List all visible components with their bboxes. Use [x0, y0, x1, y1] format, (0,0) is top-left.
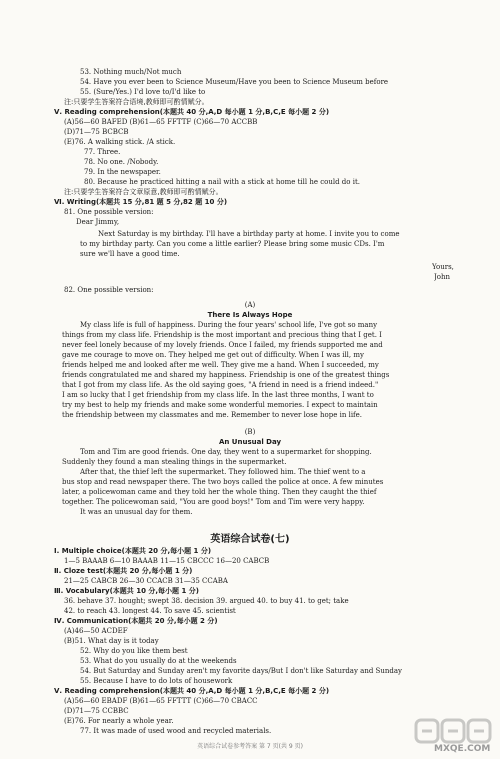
s7-answer-76: (E)76. For nearly a whole year.: [64, 717, 174, 725]
essay-b-title: An Unusual Day: [218, 438, 282, 446]
essayA-line: My class life is full of happiness. During the four years' school life, I've got so many: [80, 321, 378, 329]
letter-closing: Yours,: [432, 263, 454, 271]
essay-a-label: (A): [244, 301, 256, 309]
s7-section-i-answers: 1—5 BAAAB 6—10 BAAAB 11—15 CBCCC 16—20 CABCB: [64, 557, 270, 565]
essayB-line: together. The policewoman said, "You are good boys!" Tom and Tim were very happy.: [62, 498, 365, 506]
answer-53: 53. Nothing much/Not much: [80, 68, 182, 76]
answer-82: 82. One possible version:: [64, 286, 154, 294]
essayA-line: I am so lucky that I get friendship from my class life. In the last three months, I want to: [62, 391, 374, 399]
section-v-abc: (A)56—60 BAFED (B)61—65 FFTTF (C)66—70 ACCBB: [64, 118, 258, 126]
answer-76: (E)76. A walking stick. /A stick.: [64, 138, 176, 146]
answer-78: 78. No one. /Nobody.: [84, 158, 159, 166]
s7-section-iii-line-1: 36. behave 37. hought; swept 38. decision 39. argued 40. to buy 41. to get; take: [64, 597, 349, 605]
s7-section-iii-heading: Ⅲ. Vocabulary(本题共 10 分,每小题 1 分): [54, 587, 199, 595]
s7-section-iv-a: (A)46—50 ACDEF: [64, 627, 128, 635]
s7-answer-77: 77. It was made of used wood and recycled materials.: [80, 727, 272, 735]
essayB-line: bus stop and read newspaper there. The two boys called the police at once. A few minutes: [62, 478, 384, 486]
essayA-line: never feel lonely because of my lovely friends. Once I failed, my friends supported me and: [62, 341, 383, 349]
letter-greeting: Dear Jimmy,: [76, 218, 120, 226]
s7-section-i-heading: Ⅰ. Multiple choice(本题共 20 分,每小题 1 分): [54, 547, 212, 555]
answer-79: 79. In the newspaper.: [84, 168, 161, 176]
essayB-line: Tom and Tim are good friends. One day, they went to a supermarket for shopping.: [80, 448, 372, 456]
essay-a-title: There Is Always Hope: [207, 311, 293, 319]
test-seven-title: 英语综合试卷(七): [210, 534, 290, 545]
s7-answer-51: (B)51. What day is it today: [64, 637, 159, 645]
section-v-heading: Ⅴ. Reading comprehension(本题共 40 分,A,D 每小题 1 分,B,C,E 每小题 2 分): [54, 108, 330, 116]
s7-section-v-abc: (A)56—60 EBADF (B)61—65 FFTTT (C)66—70 CBACC: [64, 697, 258, 705]
essayA-line: gave me courage to move on. They helped me get out of difficulty. When I was ill, my: [62, 351, 364, 359]
essayA-line: that I got from my class life. As the old saying goes, "A friend in need is a friend indeed.": [62, 381, 379, 389]
answer-55: 55. (Sure/Yes.) I'd love to/I'd like to: [80, 88, 206, 96]
s7-answer-54: 54. But Saturday and Sunday aren't my favorite days/But I don't like Saturday and Sunday: [80, 667, 402, 675]
letter-line-3: sure we'll have a good time.: [80, 250, 180, 258]
s7-answer-53: 53. What do you usually do at the weekends: [80, 657, 237, 665]
watermark-text: MXQE.COM: [434, 744, 491, 754]
answer-54: 54. Have you ever been to Science Museum/Have you been to Science Museum before: [80, 78, 389, 86]
section-v-d: (D)71—75 BCBCB: [64, 128, 129, 136]
essayB-line: It was an unusual day for them.: [80, 508, 193, 516]
essayA-line: things from my class life. Friendship is the most important and precious thing that I get. I: [62, 331, 382, 339]
essayB-line: Suddenly they found a man stealing things in the supermarket.: [62, 458, 287, 466]
essayA-line: friends congratulated me and shared my happiness. Friendship is one of the greatest things: [62, 371, 390, 379]
note-2: 注:只要学生答案符合文章原意,教师即可酌情赋分。: [64, 188, 223, 196]
s7-section-iii-line-2: 42. to reach 43. longest 44. To save 45. scientist: [64, 607, 236, 615]
s7-section-iv-heading: Ⅳ. Communication(本题共 20 分,每小题 2 分): [54, 617, 218, 625]
letter-line-1: Next Saturday is my birthday. I'll have a birthday party at home. I invite you to come: [98, 230, 400, 238]
note-1: 注:只要学生答案符合语境,教师即可酌情赋分。: [64, 98, 209, 106]
answer-81: 81. One possible version:: [64, 208, 154, 216]
page-footer: 英语综合试卷参考答案 第 7 页(共 9 页): [197, 743, 303, 750]
essayB-line: later, a policewoman came and they told her the whole thing. Then they caught the thief: [62, 488, 377, 496]
essayB-line: After that, the thief left the supermarket. They followed him. The thief went to a: [80, 468, 366, 476]
essayA-line: the friendship between my classmates and me. Remember to never lose hope in life.: [62, 411, 363, 419]
letter-signature: John: [434, 273, 451, 281]
s7-section-ii-answers: 21—25 CABCB 26—30 CCACB 31—35 CCABA: [64, 577, 228, 585]
letter-line-2: to my birthday party. Can you come a little earlier? Please bring some music CDs. I'm: [80, 240, 385, 248]
essayA-line: friends helped me and looked after me well. They give me a hand. When I succeeded, my: [62, 361, 379, 369]
s7-section-v-heading: Ⅴ. Reading comprehension(本题共 40 分,A,D 每小题 1 分,B,C,E 每小题 2 分): [54, 687, 330, 695]
answer-80: 80. Because he practiced hitting a nail with a stick at home till he could do it.: [84, 178, 360, 186]
s7-answer-52: 52. Why do you like them best: [80, 647, 188, 655]
essayA-line: try my best to help my friends and make some wonderful memories. I expect to maintain: [62, 401, 378, 409]
s7-section-ii-heading: Ⅱ. Cloze test(本题共 20 分,每小题 1 分): [54, 567, 193, 575]
section-vi-heading: Ⅵ. Writing(本题共 15 分,81 题 5 分,82 题 10 分): [54, 198, 228, 206]
answer-77: 77. Three.: [84, 148, 121, 156]
s7-section-v-d: (D)71—75 CCBBC: [64, 707, 129, 715]
s7-answer-55: 55. Because I have to do lots of housework: [80, 677, 233, 685]
essay-b-label: (B): [244, 428, 256, 436]
